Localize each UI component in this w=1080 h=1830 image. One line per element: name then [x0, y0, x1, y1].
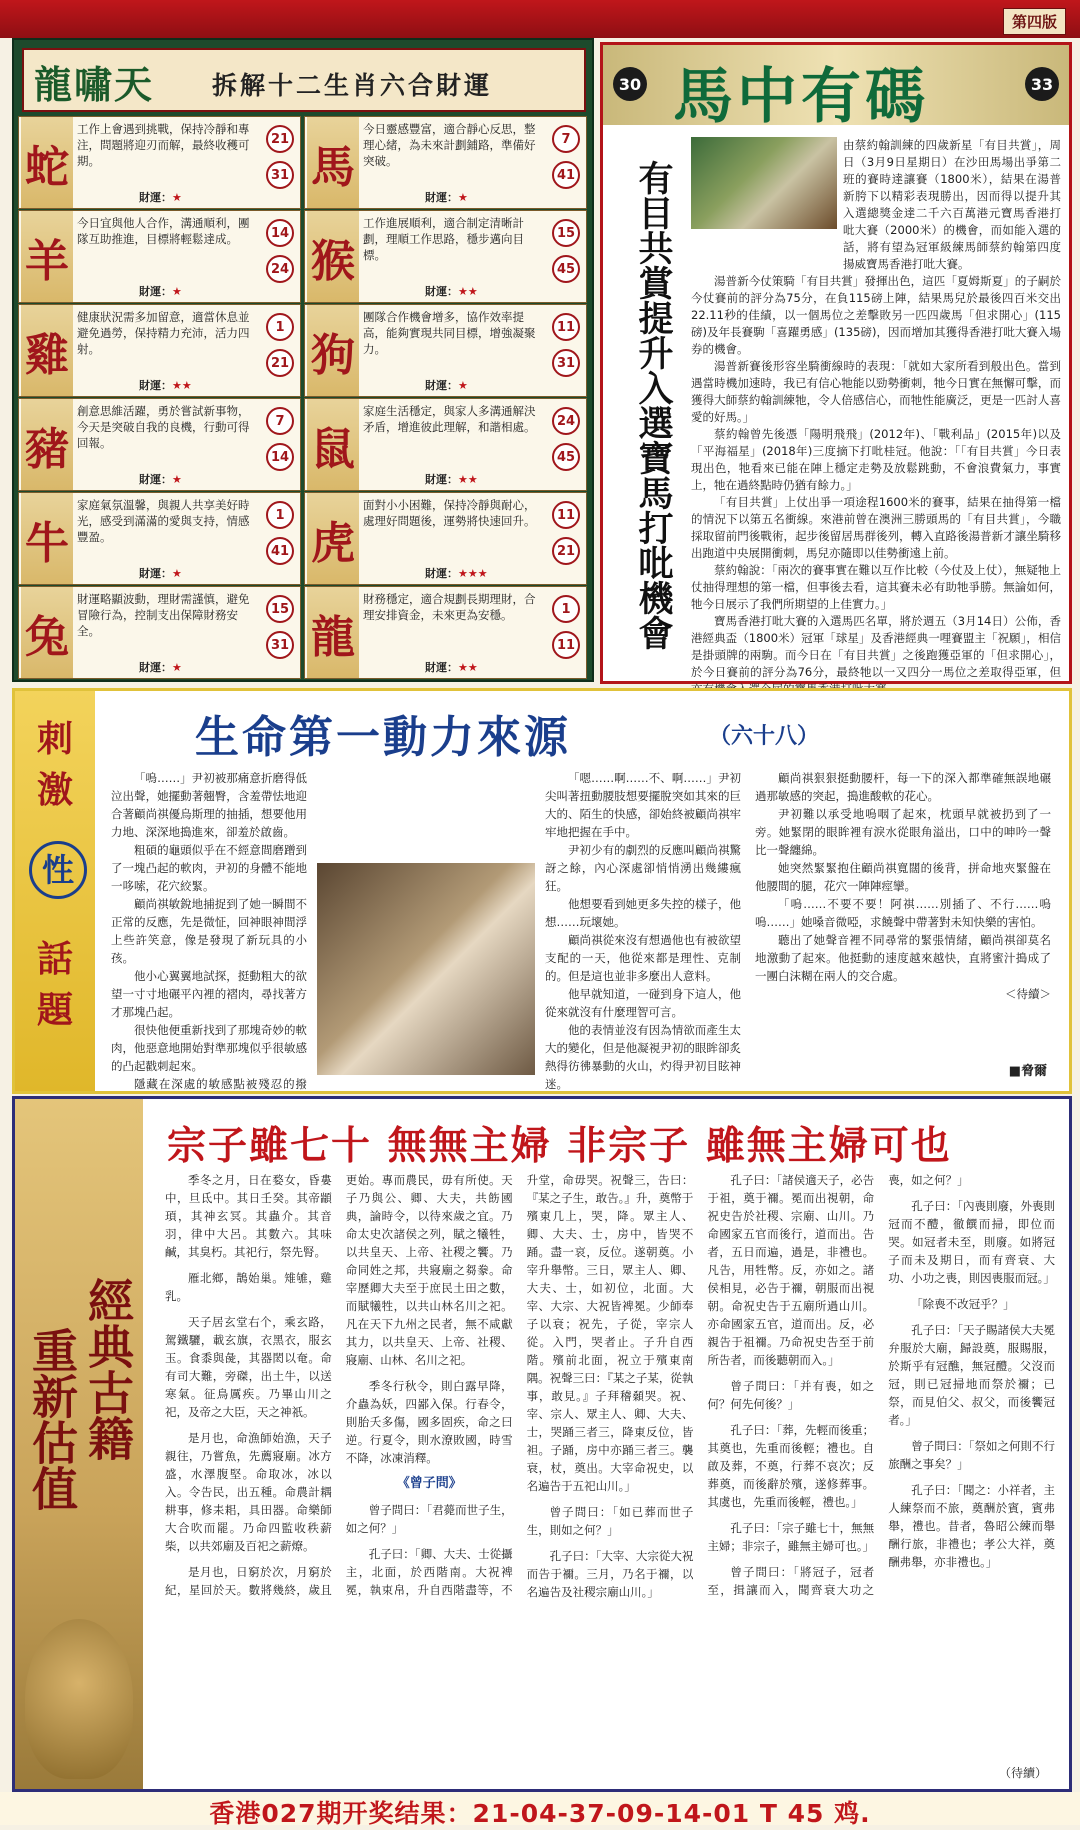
horse-paragraph: 「有目共賞」上仗出爭一項途程1600米的賽事，結果在抽得第一檔的情況下以第五名衝線。來港前曾在澳洲三勝頭馬的「有目共賞」，今職採取留前門後戰術，起步後留居馬群後列，轉入直路後湯普新才讓坐騎移出跑道中央展開衝刺，馬兒亦隨即以佳勢衝遠上前。: [691, 495, 1061, 560]
zodiac-cell: [18, 398, 301, 491]
zodiac-title: 拆解十二生肖六合財運: [212, 71, 493, 100]
zodiac-header: [22, 48, 586, 112]
lucky-number: 1: [266, 313, 294, 341]
wealth-label: 財運：: [139, 285, 172, 298]
wealth-stars: ★: [458, 191, 468, 204]
lucky-number: 21: [266, 349, 294, 377]
story-side-top: 刺激: [36, 718, 73, 811]
zodiac-wealth: [425, 659, 478, 675]
story-author: ■脅爾: [1008, 1064, 1047, 1079]
classics-paragraph: 孔子曰：「大宰、大宗從大祝而告于禰。三月，乃名于禰，以名遍告及社稷宗廟山川。」: [526, 1549, 694, 1599]
lucky-number: 1: [266, 501, 294, 529]
zodiac-fortune-text: 家庭生活穩定，與家人多溝通解決矛盾，增進彼此理解，和諧相處。: [363, 404, 536, 434]
story-paragraph: 聽出了她聲音裡不同尋常的緊張情緒，顧尚祺卻莫名地激動了起來。他挺動的速度越來越快，直將蜜汁搗成了一團白沫糊在兩人的交合處。: [755, 933, 1051, 983]
classics-paragraph: 季冬行秋令，則白露早降，介蟲為妖，四鄙入保。行春令，則胎夭多傷，國多固疾，命之曰逆。行夏令，則水潦敗國，時雪不降，冰凍消釋。: [345, 1379, 513, 1465]
zodiac-sign: 鼠: [307, 399, 359, 490]
classics-paragraph: 曾子問曰：「君薨而世子生，如之何？」: [345, 1503, 513, 1535]
lucky-number: 11: [552, 631, 580, 659]
story-paragraph: 隱藏在深處的敏感點被殘忍的撥: [134, 1077, 307, 1091]
classics-side-banner: [15, 1099, 143, 1789]
lucky-number: 21: [552, 537, 580, 565]
zodiac-cell: [18, 210, 301, 303]
zodiac-cell: [304, 492, 587, 585]
wealth-stars: ★★: [458, 285, 478, 298]
zodiac-wealth: [139, 659, 182, 675]
wealth-label: 財運：: [425, 285, 458, 298]
zodiac-sign: 雞: [21, 305, 73, 396]
wealth-label: 財運：: [425, 191, 458, 204]
wealth-label: 財運：: [139, 567, 172, 580]
horse-paragraph: 湯普新賽後形容坐騎衝線時的表現：「就如大家所看到般出色。當到遇當時機加速時，我已有信心牠能以勁勢衝刺，牠今日實在無懈可擊，而獲得大師蔡約翰訓練牠，令人倍感信心，而牠性能廣泛，更是一匹討人喜愛的好馬。」: [691, 359, 1061, 424]
story-paragraph: 他早就知道，一碰到身下這人，他從來就沒有什麼理智可言。: [545, 987, 741, 1019]
lucky-number: 45: [552, 255, 580, 283]
wealth-label: 財運：: [139, 661, 172, 674]
zodiac-cell: [304, 586, 587, 679]
classics-side-a: 經典古籍: [81, 1277, 135, 1461]
wealth-stars: ★: [172, 473, 182, 486]
zodiac-sign: 虎: [307, 493, 359, 584]
wealth-stars: ★: [172, 285, 182, 298]
story-paragraph: 「嗚……不要不要！阿祺……別插了、不行……嗚嗚……」她嗓音微啞，求饒聲中帶著對未知快樂的害怕。: [755, 897, 1051, 929]
story-continued: ＜待續＞: [1005, 987, 1051, 1001]
zodiac-wealth: [139, 565, 182, 581]
horse-racing-section: [600, 42, 1072, 684]
lucky-number: 14: [266, 443, 294, 471]
wealth-stars: ★★: [458, 661, 478, 674]
lucky-number: 15: [266, 595, 294, 623]
zodiac-sign: 豬: [21, 399, 73, 490]
sage-portrait: [25, 1619, 133, 1779]
wealth-stars: ★: [172, 191, 182, 204]
zodiac-fortune-section: [12, 38, 594, 682]
classics-paragraph: 曾子問曰：「如已葬而世子生，則如之何？」: [526, 1505, 694, 1537]
classics-paragraph: 曾子問曰：「祭如之何則不行旅酬之事矣？」: [888, 1439, 1055, 1471]
classics-title: 宗子雖七十 無無主婦 非宗子 雖無主婦可也: [167, 1123, 952, 1169]
horse-paragraph: 由蔡約翰訓練的四歲新星「有目共賞」，周日（3月9日星期日）在沙田馬場出爭第二班的賽時達讓賽（1800米），結果在湯普新胯下以精彩表現勝出，因而得以提升其入選總獎金達二千六百萬港元寶馬香港打吡大賽（2000米）的機會，而如能入選的話，將有望為冠軍級練馬師蔡約翰第四度揚威寶馬香港打吡大賽。: [843, 138, 1061, 271]
horse-banner: [603, 45, 1069, 132]
story-column-1: [111, 769, 307, 1129]
wealth-label: 財運：: [139, 191, 172, 204]
zodiac-wealth: [425, 283, 478, 299]
story-side-banner: [15, 691, 95, 1091]
wealth-label: 財運：: [425, 379, 458, 392]
classics-continued: （待續）: [998, 1766, 1047, 1780]
zodiac-cell: [304, 304, 587, 397]
classics-paragraph: 曾子問曰：「并有喪，如之何？何先何後？」: [707, 1379, 875, 1411]
zodiac-sign: 牛: [21, 493, 73, 584]
wealth-stars: ★★: [458, 473, 478, 486]
story-subtitle: （六十八）: [709, 723, 820, 749]
classics-paragraph: 孔子曰：「卿、大夫、士從攝主，北面，於西階南。大祝裨冕，執束帛，升自西階盡等，不升堂，命毋哭。祝聲三，告曰：『某之子生，敢告。』升，奠幣于殯東几上，哭，降。眾主人、卿、大夫、士，房中，皆哭不踊。盡一哀，反位。遂朝奠。小宰升舉幣。三日，眾主人、卿、大夫、士，如初位，北面。大宰、大宗、大祝皆裨冕。少師奉子以衰；祝先，子從，宰宗人從。入門，哭者止。子升自西階。殯前北面，祝立于殯東南隅。祝聲三曰：『某之子某，從執事，敢見。』子拜稽顙哭。祝、宰、宗人、眾主人、卿、大夫、士，哭踊三者三，降東反位，皆袒。子踊，房中亦踊三者三。襲衰，杖，奠出。大宰命祝史，以名遍告于五祀山川。」: [345, 1173, 694, 1597]
classics-paragraph: 雁北鄉，鵲始巢。雉雊，雞乳。: [165, 1271, 332, 1303]
story-paragraph: 尹初難以承受地嗚咽了起來，枕頭早就被扔到了一旁。她緊閉的眼眸裡有淚水從眼角溢出，口中的呻吟一聲比一聲纏綿。: [755, 807, 1051, 857]
story-side-mid: 性: [29, 841, 87, 899]
wealth-stars: ★: [172, 661, 182, 674]
lucky-number: 1: [552, 595, 580, 623]
lucky-number: 7: [266, 407, 294, 435]
zodiac-sign: 兔: [21, 587, 73, 678]
wealth-label: 財運：: [425, 661, 458, 674]
zodiac-wealth: [139, 377, 192, 393]
horse-number-left: 30: [613, 67, 647, 101]
horse-number-right: 33: [1025, 67, 1059, 101]
lottery-result-footer: [0, 1792, 1080, 1828]
classics-paragraph: 是月也，日窮於次，月窮於紀，星回於天。數將幾終，歲且更始。專而農民，毋有所使。天子乃與公、卿、大夫，共飭國典，論時令，以待來歲之宜。乃命太史次諸侯之列，賦之犧牲，以共皇天、上帝、社稷之饗。乃命同姓之邦，共寢廟之芻豢。命宰歷卿大夫至于庶民土田之數，而賦犧牲，以共山林名川之祀。凡在天下九州之民者，無不咸獻其力，以共皇天、上帝、社稷、寢廟、山林、名川之祀。: [165, 1173, 513, 1597]
zodiac-fortune-text: 今日宜與他人合作，溝通順利，團隊互助推進，目標將輕鬆達成。: [77, 216, 250, 246]
story-photo: [317, 863, 535, 1075]
story-column-2: [545, 769, 741, 1093]
zodiac-fortune-text: 財運略顯波動，理財需謹慎，避免冒險行為，控制支出保障財務安全。: [77, 592, 250, 638]
horse-race-photo: [691, 137, 837, 229]
classics-paragraph: 孔子曰：「天子賜諸侯大夫冕弁服於大廟，歸設奠，服賜服，於斯乎有冠醮，無冠醴。父沒而冠，則已冠掃地而祭於禰；已祭，而見伯父、叔父，而後饗冠者。」: [888, 1323, 1055, 1427]
classics-paragraph: 孔子曰：「葬，先輕而後重；其奠也，先重而後輕；禮也。自啟及葬，不奠，行葬不哀次；反葬奠，而後辭於殯，遂修葬事。其虞也，先重而後輕，禮也。」: [707, 1423, 875, 1509]
lucky-number: 14: [266, 219, 294, 247]
classics-side-b: 重新估值: [25, 1327, 79, 1511]
zodiac-wealth: [425, 377, 468, 393]
lucky-number: 15: [552, 219, 580, 247]
wealth-stars: ★★: [172, 379, 192, 392]
classics-section: [12, 1096, 1072, 1792]
zodiac-fortune-text: 工作進展順利，適合制定清晰計劃，理順工作思路，穩步邁向目標。: [363, 216, 524, 262]
zodiac-sign: 羊: [21, 211, 73, 302]
story-paragraph: 他小心翼翼地試探，挺動粗大的欲望一寸寸地碾平內裡的褶肉，尋找著方才那塊凸起。: [111, 969, 307, 1019]
lucky-number: 45: [552, 443, 580, 471]
story-section: [12, 688, 1072, 1094]
zodiac-fortune-text: 面對小小困難，保持冷靜與耐心，處理好問題後，運勢將快速回升。: [363, 498, 536, 528]
story-paragraph: 很快他便重新找到了那塊奇妙的軟肉，他惡意地開始對準那塊似乎很敏感的凸起戳刺起來。: [111, 1023, 307, 1073]
horse-paragraph: 蔡約翰曾先後憑「陽明飛飛」(2012年)、「戰利品」(2015年)以及「平海福星」(2018年)三度摘下打吡桂冠。他說：「「有目共賞」今日表現出色，牠看來已能在陣上穩定走勢及放鬆跳動，不會浪費氣力，事實上，牠在過終點時仍猶有餘力。」: [691, 427, 1061, 492]
story-paragraph: 顧尚祺從來沒有想過他也有被欲望支配的一天，他從來都是理性、克制的。但是這也並非多麼出人意料。: [545, 933, 741, 983]
zodiac-fortune-text: 團隊合作機會增多，協作效率提高，能夠實現共同目標，增強凝聚力。: [363, 310, 536, 356]
zodiac-sign: 蛇: [21, 117, 73, 208]
zodiac-cell: [18, 586, 301, 679]
zodiac-sign: 猴: [307, 211, 359, 302]
wealth-label: 財運：: [139, 379, 172, 392]
lucky-number: 24: [266, 255, 294, 283]
wealth-stars: ★★★: [458, 567, 488, 580]
wealth-label: 財運：: [139, 473, 172, 486]
story-paragraph: 她突然緊緊抱住顧尚祺寬闊的後背，拼命地夾緊盤在他腰間的腿，花穴一陣陣痙攣。: [755, 861, 1051, 893]
classics-paragraph: 孔子曰：「聞之：小祥者，主人練祭而不旅，奠酬於賓，賓弗舉，禮也。昔者，魯昭公練而舉酬行旅，非禮也；孝公大祥，奠酬弗舉，亦非禮也。」: [888, 1483, 1055, 1569]
zodiac-cell: [304, 398, 587, 491]
lucky-number: 31: [552, 349, 580, 377]
zodiac-fortune-text: 健康狀況需多加留意，適當休息並避免過勞，保持精力充沛，活力四射。: [77, 310, 250, 356]
horse-vertical-headline: 有目共賞提升入選寶馬打吡機會: [633, 160, 674, 650]
zodiac-sign: 狗: [307, 305, 359, 396]
zodiac-wealth: [425, 565, 488, 581]
zodiac-sign: 龍: [307, 587, 359, 678]
story-paragraph: 「嗚……」尹初被那痛意折磨得低泣出聲，她擺動著翹臀，含羞帶怯地迎合著顧尚祺優烏斯理的抽插，想要他用力地、深深地搗進來，卻羞於啟齒。: [111, 771, 307, 839]
zodiac-cell: [304, 210, 587, 303]
zodiac-wealth: [425, 189, 468, 205]
classics-paragraph: 天子居玄堂右个，乘玄路，駕鐵驪，載玄旗，衣黑衣，服玄玉。食黍與彘，其器閎以奄。命有司大難，旁磔，出土牛，以送寒氣。征鳥厲疾。乃畢山川之祀，及帝之大臣，天之神祇。: [165, 1315, 332, 1419]
zodiac-fortune-text: 家庭氣氛溫馨，與親人共享美好時光，感受到滿滿的愛與支持，情感豐盈。: [77, 498, 250, 544]
wealth-stars: ★: [458, 379, 468, 392]
story-paragraph: 他的表情並沒有因為情欲而產生太大的變化，但是他凝視尹初的眼眸卻炙熱得彷彿暴動的火山，灼得尹初目眩神迷。: [545, 1023, 741, 1091]
lucky-number: 11: [552, 313, 580, 341]
classics-paragraph: 孔子曰：「宗子雖七十，無無主婦；非宗子，雖無主婦可也。」: [707, 1521, 875, 1553]
story-column-3: [755, 769, 1051, 1003]
horse-paragraph: 蔡約翰說：「兩次的賽事實在難以互作比較（今仗及上仗），無疑牠上仗抽得理想的第一檔，但事後去看，這其賽未必有助牠爭勝。無論如何，牠今日展示了我們所期望的上佳實力。」: [691, 563, 1061, 611]
classics-paragraph: 曾子問曰：「將冠子，冠者至，揖讓而入，聞齊衰大功之喪，如之何？」: [707, 1173, 969, 1597]
zodiac-cell: [18, 304, 301, 397]
lucky-number: 11: [552, 501, 580, 529]
zodiac-fortune-text: 財務穩定，適合規劃長期理財，合理安排資金，未來更為安穩。: [363, 592, 536, 622]
classics-paragraph: 「除喪不改冠乎？」: [911, 1297, 1015, 1311]
classics-paragraph: 孔子曰：「內喪則廢，外喪則冠而不醴，徹饌而掃，即位而哭。如冠者未至，則廢。如將冠子而未及期日，而有齊衰、大功、小功之喪，則因喪服而冠。」: [888, 1199, 1055, 1285]
story-side-bottom: 話題: [36, 938, 73, 1031]
story-paragraph: 尹初少有的劇烈的反應叫顧尚祺驚訝之餘，內心深處卻悄悄湧出幾縷瘋狂。: [545, 843, 741, 893]
zodiac-cell: [18, 116, 301, 209]
zodiac-fortune-text: 創意思維活躍，勇於嘗試新事物，今天是突破自我的良機，行動可得回報。: [77, 404, 250, 450]
lucky-number: 31: [266, 161, 294, 189]
horse-paragraph: 寶馬香港打吡大賽的入選馬匹名單，將於週五（3月14日）公佈，香港經典盃（1800米）冠軍「球星」及香港經典一哩賽盟主「祝願」，相信是掛頭牌的兩駒。而今日在「有目共賞」之後跑獲亞軍的「但求開心」，於今日賽前的評分為76分，最終牠以一又四分一馬位之差取得亞軍，但: [691, 614, 1061, 679]
lucky-number: 24: [552, 407, 580, 435]
zodiac-fortune-text: 工作上會遇到挑戰，保持冷靜和專注，問題將迎刃而解，最終收穫可期。: [77, 122, 250, 168]
wealth-label: 財運：: [425, 473, 458, 486]
horse-title: 馬中有碼: [673, 62, 929, 132]
zodiac-wealth: [139, 471, 182, 487]
lucky-number: 41: [552, 161, 580, 189]
classics-paragraph: 是月也，命漁師始漁，天子親往，乃嘗魚，先薦寢廟。冰方盛，水澤腹堅。命取冰，冰以入。令告民，出五種。命農計耦耕事，修耒耜，具田器。命樂師大合吹而罷。乃命四監收秩薪柴，以共郊廟及百祀之薪燎。: [165, 1431, 332, 1553]
lucky-number: 31: [266, 631, 294, 659]
classics-article: [165, 1171, 1055, 1771]
horse-paragraph: 湯普新今仗策騎「有目共賞」發揮出色，這匹「夏姆斯夏」的子嗣於今仗賽前的評分為75分，在負115磅上陣，結果馬兒於最後四百米交出22.11秒的佳績，以一個馬位之差擊敗另一匹四歲馬「但求開心」(115磅)及年長賽駒「喜躍勇感」(135磅)，因而增加其獲得香港打吡大賽入場券的機會。: [691, 274, 1061, 356]
story-paragraph: 粗碩的龜頭似乎在不經意間磨蹭到了一塊凸起的軟肉，尹初的身體不能地一哆嗦，花穴絞緊。: [111, 843, 307, 893]
story-paragraph: 顧尚祺狠狠挺動腰杆，每一下的深入都準確無誤地碾過那敏感的突起，搗進酸軟的花心。: [755, 771, 1051, 803]
lucky-number: 7: [552, 125, 580, 153]
lucky-number: 21: [266, 125, 294, 153]
zodiac-wealth: [425, 471, 478, 487]
story-paragraph: 他想要看到她更多失控的樣子，他想……玩壞她。: [545, 897, 741, 929]
issue-label: 第四版: [1003, 8, 1066, 35]
story-paragraph: 顧尚祺敏銳地捕捉到了她一瞬間不正常的反應，先是微怔，回神眼神間浮上些許笑意，像是發現了新玩具的小孩。: [111, 897, 307, 965]
classics-section-head: 《曾子問》: [396, 1476, 462, 1491]
lottery-result-text: 香港027期开奖结果：21-04-37-09-14-01 T 45 鸡.: [209, 1799, 871, 1828]
wealth-stars: ★: [172, 567, 182, 580]
zodiac-fortune-text: 今日靈感豐富，適合靜心反思，整理心緒，為未來計劃鋪路，準備好突破。: [363, 122, 536, 168]
top-banner: [0, 0, 1080, 38]
lucky-number: 41: [266, 537, 294, 565]
zodiac-sign: 馬: [307, 117, 359, 208]
zodiac-wealth: [139, 283, 182, 299]
zodiac-brand: 龍嘯天: [34, 62, 155, 107]
classics-paragraph: 孔子曰：「諸侯適天子，必告于祖，奠于禰。冕而出視朝，命祝史告於社稷、宗廟、山川。乃命國家五官而後行，道而出。告者，五日而遍，過是，非禮也。凡告，用牲幣。反，亦如之。諸侯相見，必告于禰，朝服而出視朝。命祝史告于五廟所過山川。亦命國家五官，道而出。反，必親告于祖禰。乃命祝史告至于前所告者，而後聽朝而入。」: [707, 1173, 875, 1367]
classics-paragraph: 季冬之月，日在婺女，昏婁中，旦氐中。其日壬癸。其帝顓頊，其神玄冥。其蟲介。其音羽，律中大呂。其數六。其味鹹，其臭朽。其祀行，祭先腎。: [165, 1173, 332, 1259]
zodiac-wealth: [139, 189, 182, 205]
wealth-label: 財運：: [425, 567, 458, 580]
story-paragraph: 「嗯……啊……不、啊……」尹初尖叫著扭動腰肢想要擺脫突如其來的巨大的、陌生的快感，卻始終被顧尚祺牢牢地把握在手中。: [545, 771, 741, 839]
story-title: 生命第一動力來源: [195, 712, 571, 763]
zodiac-cell: [304, 116, 587, 209]
zodiac-cell: [18, 492, 301, 585]
